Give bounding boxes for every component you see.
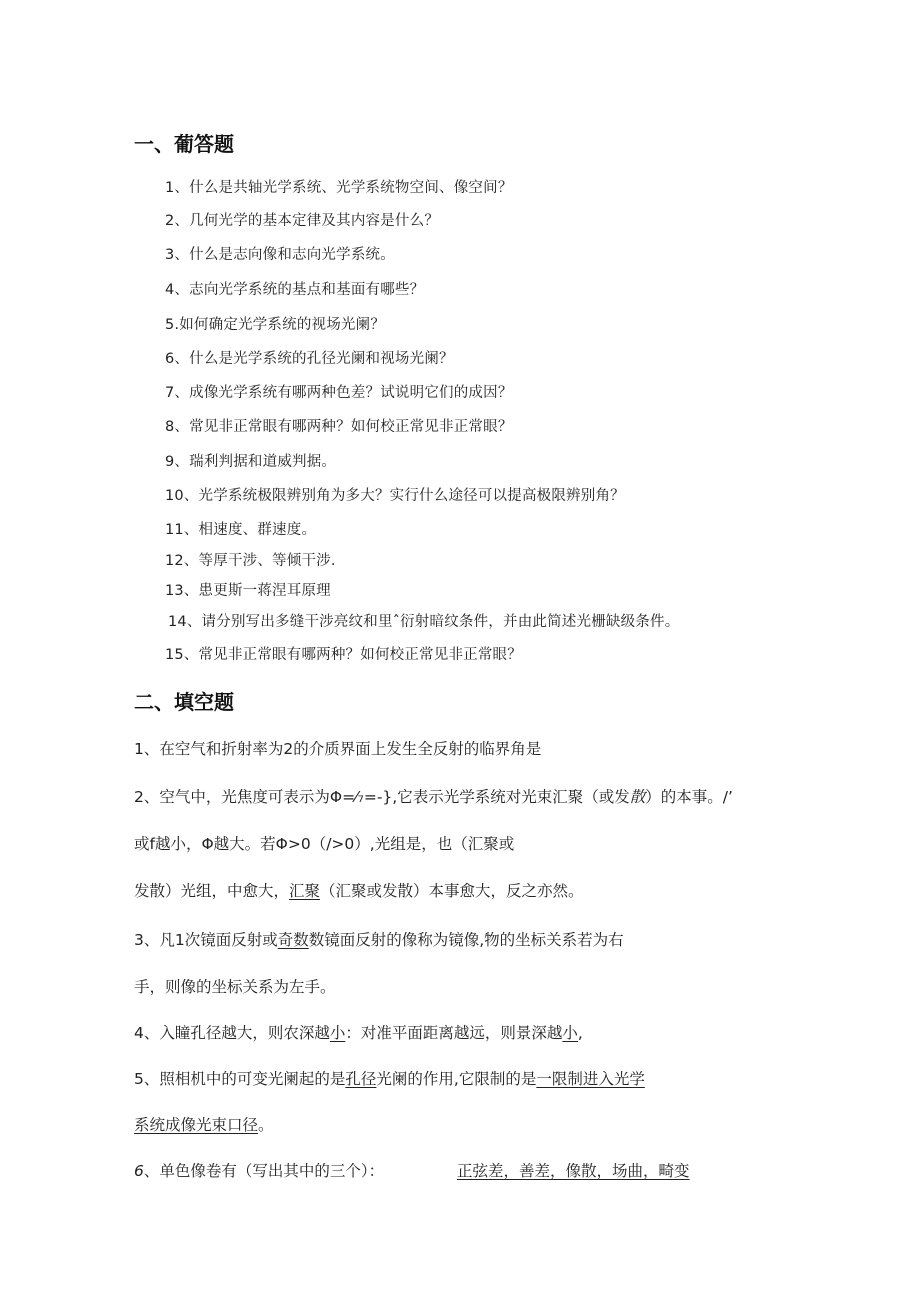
answer-underline: 汇聚: [289, 882, 321, 900]
section-title-short-answer: 一、葡答题: [134, 132, 234, 156]
question-10: 10、光学系统极限辨别角为多大？实行什么途径可以提高极限辨别角？: [165, 488, 625, 504]
answer-underline: 小: [329, 1024, 346, 1042]
question-2: 2、几何光学的基本定律及其内容是什么？: [165, 213, 440, 229]
fill-3-line-2: 手，则像的坐标关系为左手。: [134, 978, 336, 996]
question-5: 5.如何确定光学系统的视场光阑？: [165, 317, 386, 333]
question-3: 3、什么是志向像和志向光学系统。: [165, 247, 395, 263]
section-title-fill-blank: 二、填空题: [134, 690, 234, 714]
question-1: 1、什么是共轴光学系统、光学系统物空间、像空间？: [165, 180, 513, 196]
question-11: 11、相速度、群速度。: [165, 522, 317, 538]
fill-2-line-3: 发散）光组，中愈大，汇聚（汇聚或发散）本事愈大，反之亦然。: [134, 882, 584, 900]
fill-4: 4、入瞳孔径越大，则农深越小：对准平面距离越远，则景深越小,: [134, 1024, 583, 1042]
answer-underline: 系统成像光束口径: [134, 1116, 259, 1134]
fill-6-question: 6、单色像卷有（写出其中的三个）：: [134, 1162, 385, 1180]
answer-underline: 孔径: [345, 1070, 377, 1088]
question-9: 9、瑞利判据和道威判据。: [165, 454, 337, 470]
fill-6-answer: 正弦差，善差，像散，场曲，畸变: [457, 1162, 690, 1180]
question-4: 4、志向光学系统的基点和基面有哪些？: [165, 282, 425, 298]
fill-5-line-1: 5、照相机中的可变光阑起的是孔径光阑的作用,它限制的是一限制进入光学: [134, 1070, 645, 1088]
fill-3-line-1: 3、凡1次镜面反射或奇数数镜面反射的像称为镜像,物的坐标关系若为右: [134, 931, 624, 949]
question-14: 14、请分别写出多缝干涉亮纹和里ˆ衍射暗纹条件，并由此简述光栅缺级条件。: [168, 614, 680, 630]
fill-2-line-1: 2、空气中，光焦度可表示为Φ=⁄₇=-},它表示光学系统对光束汇聚（或发散）的本事。/’: [134, 788, 733, 806]
answer-underline: 小: [562, 1024, 578, 1042]
question-7: 7、成像光学系统有哪两种色差？试说明它们的成因？: [165, 385, 513, 401]
fill-1: 1、在空气和折射率为2的介质界面上发生全反射的临界角是: [134, 740, 542, 758]
question-15: 15、常见非正常眼有哪两种？如何校正常见非正常眼？: [165, 647, 522, 663]
fill-2-line-2: 或f越小，Φ越大。若Φ>0（/>0）,光组是，也（汇聚或: [134, 835, 515, 853]
question-8: 8、常见非正常眼有哪两种？如何校正常见非正常眼？: [165, 419, 513, 435]
answer-underline: 奇数: [277, 931, 309, 949]
question-12: 12、等厚干涉、等倾干涉.: [165, 553, 336, 569]
answer-underline: 一限制进入光学: [536, 1070, 645, 1088]
question-13: 13、患更斯一蒋涅耳原理: [165, 583, 331, 599]
question-6: 6、什么是光学系统的孔径光阑和视场光阑？: [165, 351, 454, 367]
fill-5-line-2: 系统成像光束口径。: [134, 1116, 274, 1134]
